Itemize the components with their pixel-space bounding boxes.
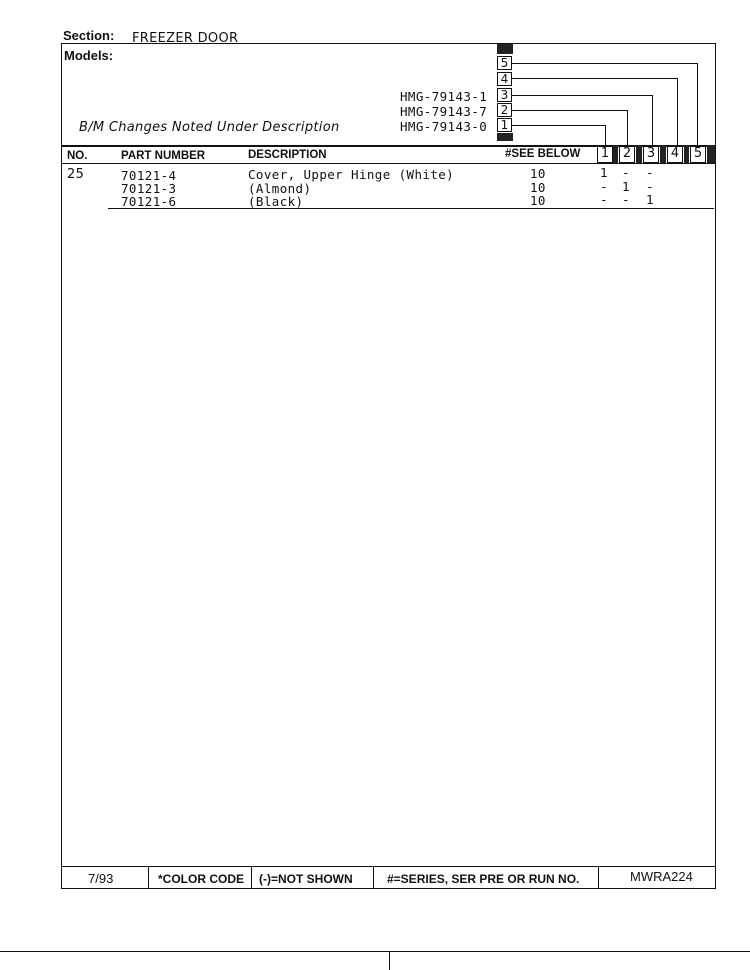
item-number: 25 — [67, 167, 85, 182]
col-model-2: 2 — [619, 145, 635, 163]
part-number: 70121-3 — [121, 181, 177, 196]
qty-model-3: - — [646, 165, 654, 180]
row-underline — [108, 208, 714, 209]
shade-block — [636, 145, 642, 163]
see-below-value: 10 — [530, 166, 546, 181]
qty-model-2: - — [622, 165, 630, 180]
model-number-box: 4 — [497, 72, 512, 86]
footer-divider — [148, 866, 149, 889]
page-bottom-rule — [0, 951, 750, 952]
shade-block — [497, 133, 513, 141]
col-model-1: 1 — [597, 145, 613, 163]
qty-model-2: - — [622, 192, 630, 207]
see-below-value: 10 — [530, 193, 546, 208]
shade-block — [684, 145, 689, 163]
shade-block — [613, 145, 618, 163]
qty-model-1: 1 — [600, 165, 608, 180]
footer-code: MWRA224 — [630, 869, 693, 884]
see-below-value: 10 — [530, 180, 546, 195]
part-number: 70121-4 — [121, 168, 177, 183]
section-value: FREEZER DOOR — [132, 31, 239, 46]
model-number-box: 3 — [497, 88, 512, 102]
qty-model-3: - — [646, 179, 654, 194]
qty-model-3: 1 — [646, 192, 654, 207]
model-name: HMG-79143-0 — [400, 119, 488, 134]
col-model-3: 3 — [643, 145, 659, 163]
section-label: Section: — [63, 28, 115, 43]
qty-model-1: - — [600, 179, 608, 194]
part-description: (Almond) — [248, 181, 312, 196]
shade-block — [707, 145, 715, 163]
models-label: Models: — [64, 48, 114, 63]
footer-not-shown: (-)=NOT SHOWN — [259, 872, 353, 886]
bm-changes-note: B/M Changes Noted Under Description — [79, 120, 340, 135]
col-model-4: 4 — [667, 145, 683, 163]
col-description: DESCRIPTION — [248, 149, 327, 161]
model-number-box: 2 — [497, 103, 512, 117]
footer-top-rule — [61, 866, 716, 867]
qty-model-2: 1 — [622, 179, 630, 194]
page-bottom-tick — [389, 951, 390, 970]
col-no: NO. — [67, 150, 88, 162]
shade-block — [497, 44, 513, 54]
part-description: (Black) — [248, 194, 304, 209]
header-bottom-rule — [61, 163, 716, 164]
footer-divider — [598, 866, 599, 889]
footer-date: 7/93 — [88, 871, 114, 886]
qty-model-1: - — [600, 192, 608, 207]
col-model-5: 5 — [690, 145, 706, 163]
footer-divider — [373, 866, 374, 889]
col-see-below: #SEE BELOW — [505, 148, 581, 160]
col-part-number: PART NUMBER — [121, 150, 206, 162]
footer-divider — [251, 866, 252, 889]
footer-series: #=SERIES, SER PRE OR RUN NO. — [387, 872, 580, 886]
part-description: Cover, Upper Hinge (White) — [248, 167, 455, 182]
model-name: HMG-79143-1 — [400, 89, 488, 104]
part-number: 70121-6 — [121, 194, 177, 209]
model-name: HMG-79143-7 — [400, 104, 488, 119]
footer-color-code: *COLOR CODE — [158, 872, 245, 886]
model-number-box: 5 — [497, 56, 512, 70]
shade-block — [660, 145, 666, 163]
model-number-box: 1 — [497, 118, 512, 132]
